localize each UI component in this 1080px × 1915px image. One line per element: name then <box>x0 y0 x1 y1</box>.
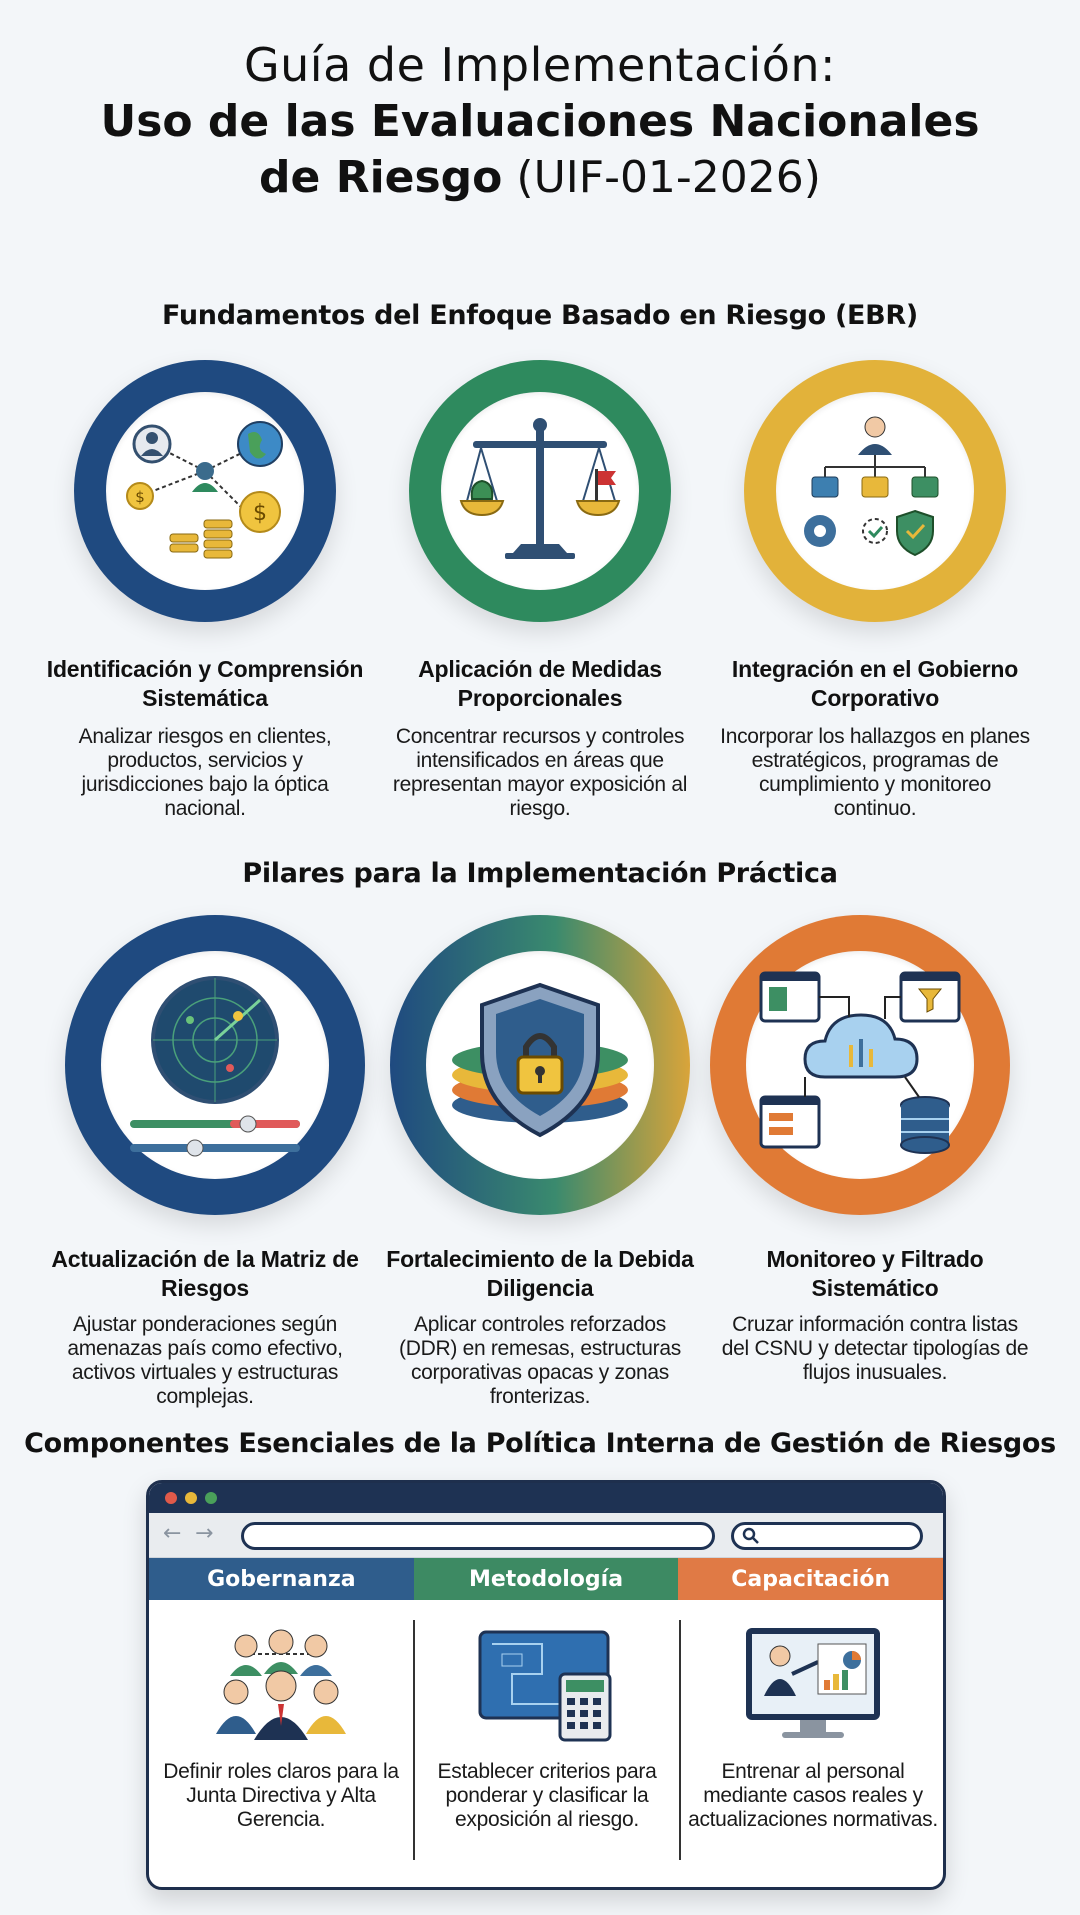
card-title: Monitoreo y Filtrado Sistemático <box>766 1246 984 1301</box>
team-icon <box>206 1624 356 1744</box>
minimize-dot-icon <box>185 1492 197 1504</box>
radar-sliders-icon <box>120 970 310 1160</box>
card-matriz <box>40 915 370 1408</box>
title-line-1: Guía de Implementación: <box>243 38 837 92</box>
forward-arrow-icon[interactable]: → <box>195 1521 214 1546</box>
page-title <box>0 36 1080 206</box>
close-dot-icon <box>165 1492 177 1504</box>
card-medidas <box>375 355 705 825</box>
org-chart-shield-icon <box>790 411 960 571</box>
card-text: Incorporar los hallazgos en planes estratégicos, programas de cumplimiento y monitoreo continuo. <box>720 725 1030 820</box>
card-title: Aplicación de Medidas Proporcionales <box>418 656 662 711</box>
card-text: Aplicar controles reforzados (DDR) en remesas, estructuras corporativas opacas y zonas fronterizas. <box>399 1313 681 1408</box>
tab-capacitacion[interactable]: Capacitación <box>678 1558 943 1600</box>
svg-text:$: $ <box>135 488 145 506</box>
tab-metodologia[interactable]: Metodología <box>414 1558 679 1600</box>
network-globe-money-icon <box>120 416 290 566</box>
section-title-fundamentos: Fundamentos del Enfoque Basado en Riesgo (EBR) <box>162 300 918 331</box>
tab-gobernanza[interactable]: Gobernanza <box>149 1558 414 1600</box>
title-line-3-code: (UIF-01-2026) <box>516 152 821 203</box>
card-text: Analizar riesgos en clientes, productos, servicios y jurisdicciones bajo la óptica nacional. <box>78 725 332 820</box>
search-icon <box>742 1527 760 1545</box>
card-gobierno <box>710 355 1040 825</box>
card-diligencia <box>375 915 705 1408</box>
card-title: Fortalecimiento de la Debida Diligencia <box>386 1246 694 1301</box>
browser-titlebar <box>149 1483 943 1513</box>
section-title-componentes: Componentes Esenciales de la Política Interna de Gestión de Riesgos <box>24 1428 1056 1459</box>
card-text: Concentrar recursos y controles intensificados en áreas que representan mayor exposición al riesgo. <box>392 725 688 820</box>
shield-lock-icon <box>440 975 640 1155</box>
card-title: Identificación y Comprensión Sistemática <box>46 656 364 711</box>
search-field[interactable] <box>731 1522 923 1550</box>
card-title: Integración en el Gobierno Corporativo <box>731 656 1019 711</box>
blueprint-calculator-icon <box>472 1624 622 1744</box>
back-arrow-icon[interactable]: ← <box>163 1521 182 1546</box>
column-capacitacion <box>681 1600 945 1882</box>
section-title-pilares: Pilares para la Implementación Práctica <box>242 858 838 889</box>
column-text: Definir roles claros para la Junta Directiva y Alta Gerencia. <box>163 1760 399 1831</box>
card-monitoreo <box>710 915 1040 1395</box>
title-line-2: Uso de las Evaluaciones Nacionales <box>100 96 980 147</box>
component-columns <box>149 1600 943 1882</box>
maximize-dot-icon <box>205 1492 217 1504</box>
card-text: Cruzar información contra listas del CSNU y detectar tipologías de flujos inusuales. <box>721 1313 1029 1384</box>
column-metodologia <box>415 1600 679 1882</box>
column-text: Establecer criterios para ponderar y clasificar la exposición al riesgo. <box>437 1760 657 1831</box>
balance-scale-icon <box>455 411 625 571</box>
component-tabs <box>149 1558 943 1600</box>
column-text: Entrenar al personal mediante casos reales y actualizaciones normativas. <box>688 1760 938 1831</box>
browser-toolbar <box>149 1513 943 1558</box>
card-text: Ajustar ponderaciones según amenazas país como efectivo, activos virtuales y estructuras complejas. <box>67 1313 343 1408</box>
card-title: Actualización de la Matriz de Riesgos <box>51 1246 359 1301</box>
title-line-3-bold: de Riesgo <box>259 152 503 203</box>
cloud-data-flow-icon <box>755 965 965 1165</box>
presentation-monitor-icon <box>738 1624 888 1744</box>
address-bar[interactable] <box>241 1522 715 1550</box>
svg-text:$: $ <box>253 501 267 526</box>
column-gobernanza <box>149 1600 413 1882</box>
card-identificacion <box>40 355 370 825</box>
browser-panel <box>146 1480 946 1890</box>
